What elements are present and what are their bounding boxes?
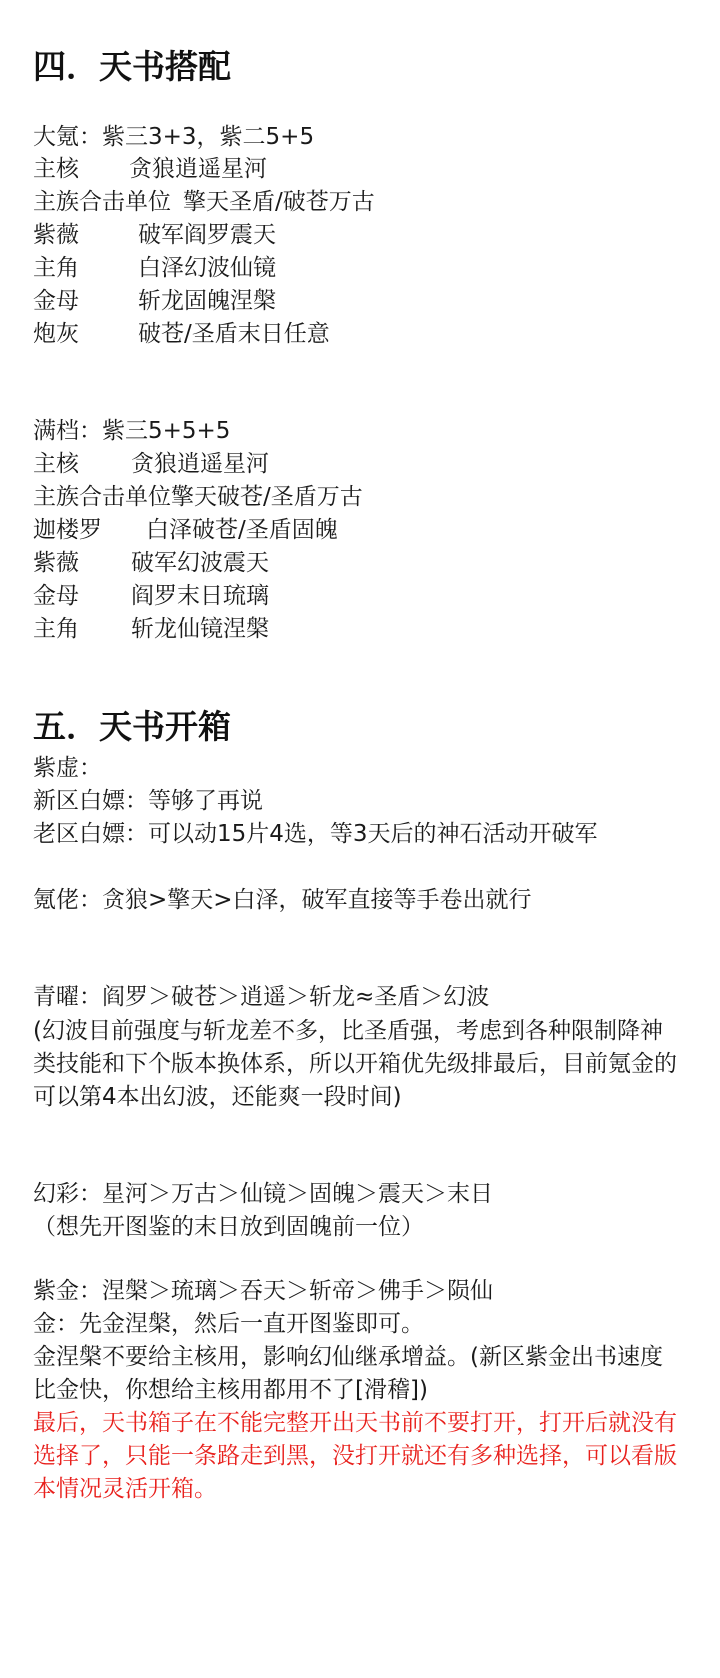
book-combo: 斩龙仙镜涅槃 — [131, 616, 269, 642]
role-label: 紫薇 — [33, 550, 79, 576]
book-combo: 擎天破苍/圣盾万古 — [171, 484, 363, 510]
group-2-row — [33, 514, 338, 546]
warning-note: 最后，天书箱子在不能完整开出天书前不要打开，打开后就没有选择了，只能一条路走到黑，没打开就还有多种选择，可以看版本情况灵活开箱。 — [33, 1410, 677, 1502]
huancai-order: 幻彩：星河＞万古＞仙镜＞固魄＞震天＞末日 — [33, 1181, 493, 1207]
group-1-row — [33, 219, 276, 251]
group-1-row — [33, 252, 276, 284]
group-2-row — [33, 481, 363, 513]
role-label: 主角 — [33, 616, 79, 642]
book-combo: 阎罗末日琉璃 — [131, 583, 269, 609]
group-2-row — [33, 613, 269, 645]
section-4-heading: 四．天书搭配 — [33, 47, 231, 86]
role-label: 金母 — [33, 583, 79, 609]
book-combo: 破苍/圣盾末日任意 — [138, 321, 330, 347]
role-label: 主族合击单位 — [33, 484, 171, 510]
group-1-intro: 大氪：紫三3+3，紫二5+5 — [33, 124, 315, 150]
role-label: 主族合击单位 — [33, 189, 171, 215]
book-combo: 破军幻波震天 — [131, 550, 269, 576]
zixu-whale: 氪佬：贪狼>擎天>白泽，破军直接等手卷出就行 — [33, 887, 532, 913]
book-combo: 贪狼逍遥星河 — [131, 451, 269, 477]
book-combo: 白泽幻波仙镜 — [138, 255, 276, 281]
group-2-row — [33, 448, 269, 480]
role-label: 主核 — [33, 156, 79, 182]
group-2-intro: 满档：紫三5+5+5 — [33, 418, 231, 444]
qingyao-order: 青曜：阎罗＞破苍＞逍遥＞斩龙≈圣盾＞幻波 — [33, 984, 490, 1010]
role-label: 迦楼罗 — [33, 517, 102, 543]
group-2-row — [33, 547, 269, 579]
group-1-row — [33, 318, 330, 350]
group-1-row — [33, 285, 276, 317]
section-5-heading: 五．天书开箱 — [33, 707, 231, 746]
group-2-row — [33, 580, 269, 612]
zijin-note: 金涅槃不要给主核用，影响幻仙继承增益。(新区紫金出书速度比金快，你想给主核用都用不了[滑稽]) — [33, 1344, 663, 1403]
group-1-row — [33, 186, 375, 218]
book-combo: 破军阎罗震天 — [138, 222, 276, 248]
zijin-order: 紫金：涅槃＞琉璃＞吞天＞斩帝＞佛手＞陨仙 — [33, 1278, 493, 1304]
qingyao-note: (幻波目前强度与斩龙差不多，比圣盾强，考虑到各种限制降神类技能和下个版本换体系，所以开箱优先级排最后，目前氪金的可以第4本出幻波，还能爽一段时间) — [33, 1018, 677, 1110]
zixu-new-server: 新区白嫖：等够了再说 — [33, 788, 263, 814]
role-label: 主核 — [33, 451, 79, 477]
group-1-row — [33, 153, 267, 185]
zijin-gold: 金：先金涅槃，然后一直开图鉴即可。 — [33, 1311, 424, 1337]
book-combo: 贪狼逍遥星河 — [129, 156, 267, 182]
role-label: 紫薇 — [33, 222, 79, 248]
role-label: 主角 — [33, 255, 79, 281]
book-combo: 斩龙固魄涅槃 — [138, 288, 276, 314]
role-label: 金母 — [33, 288, 79, 314]
book-combo: 擎天圣盾/破苍万古 — [183, 189, 375, 215]
zixu-old-server: 老区白嫖：可以动15片4选，等3天后的神石活动开破军 — [33, 821, 598, 847]
zixu-title: 紫虚： — [33, 755, 102, 781]
huancai-note: （想先开图鉴的末日放到固魄前一位） — [33, 1214, 424, 1240]
role-label: 炮灰 — [33, 321, 79, 347]
book-combo: 白泽破苍/圣盾固魄 — [146, 517, 338, 543]
